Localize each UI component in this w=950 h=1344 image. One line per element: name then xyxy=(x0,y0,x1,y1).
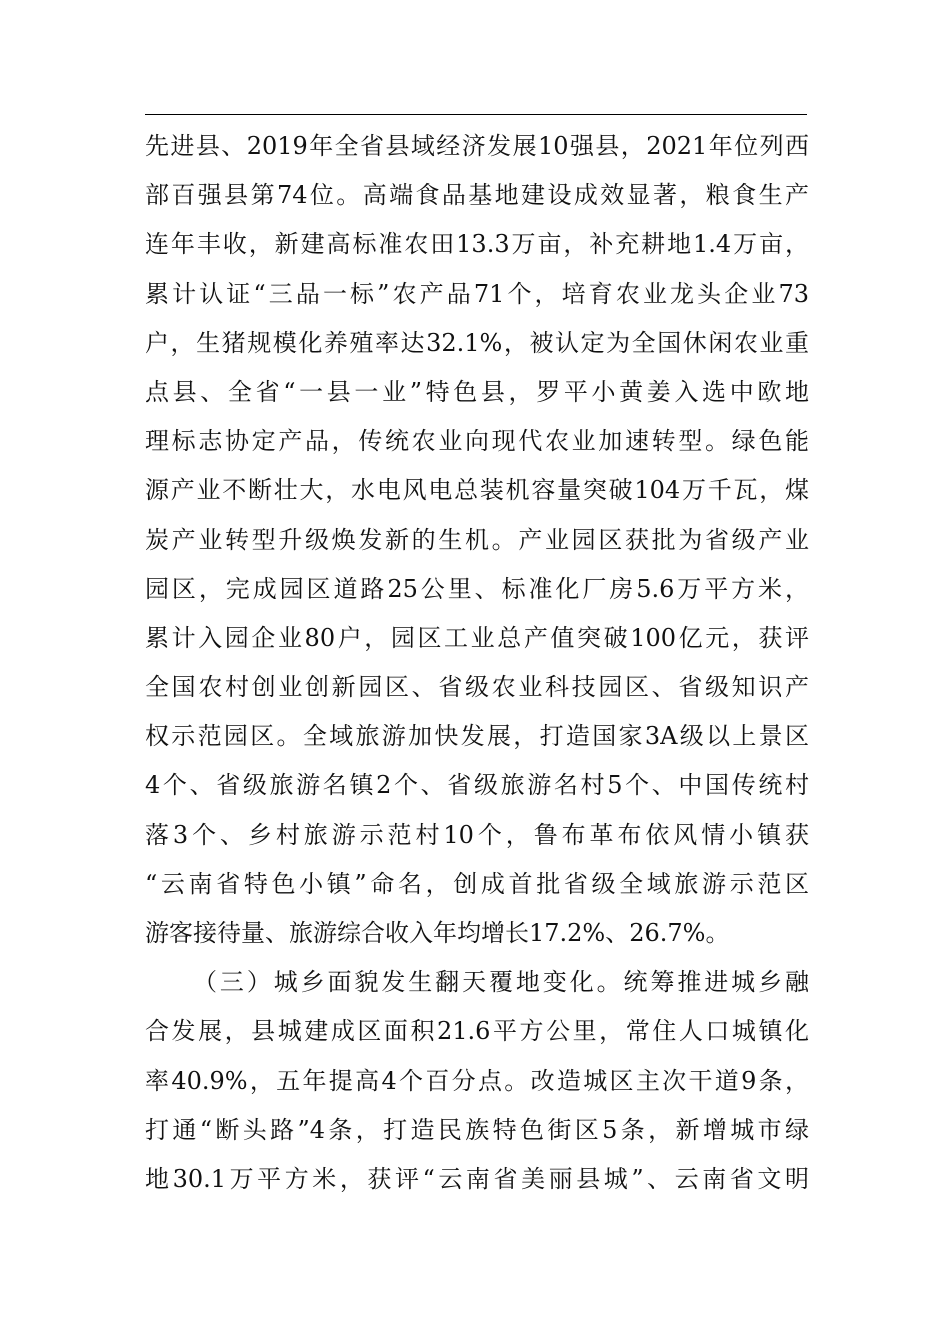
text-line: （三）城乡面貌发生翻天覆地变化。统筹推进城乡融 xyxy=(193,968,809,997)
body-text xyxy=(145,122,809,1204)
paragraph-2 xyxy=(145,958,809,1204)
text-line: 游客接待量、旅游综合收入年均增长17.2%、26.7%。 xyxy=(145,919,730,947)
text-line: 园区，完成园区道路25公里、标准化厂房5.6万平方米， xyxy=(145,574,809,603)
text-line: 全国农村创业创新园区、省级农业科技园区、省级知识产 xyxy=(145,673,809,702)
text-line: 先进县、2019年全省县域经济发展10强县，2021年位列西 xyxy=(145,132,809,160)
text-line: 连年丰收，新建高标准农田13.3万亩，补充耕地1.4万亩， xyxy=(145,230,809,259)
text-line: 权示范园区。全域旅游加快发展，打造国家3A级以上景区 xyxy=(145,722,809,751)
text-line: 部百强县第74位。高端食品基地建设成效显著，粮食生产 xyxy=(145,181,809,210)
text-line: 率40.9%，五年提高4个百分点。改造城区主次干道9条， xyxy=(145,1066,809,1095)
text-line: 地30.1万平方米，获评“云南省美丽县城”、云南省文明 xyxy=(145,1164,809,1193)
text-line: “云南省特色小镇”命名，创成首批省级全域旅游示范区 xyxy=(145,869,809,898)
text-line: 合发展，县城建成区面积21.6平方公里，常住人口城镇化 xyxy=(145,1017,809,1046)
paragraph-1 xyxy=(145,122,809,958)
text-line: 累计认证“三品一标”农产品71个，培育农业龙头企业73 xyxy=(145,279,809,308)
text-line: 点县、全省“一县一业”特色县，罗平小黄姜入选中欧地 xyxy=(145,377,809,406)
text-line: 打通“断头路”4条，打造民族特色街区5条，新增城市绿 xyxy=(145,1115,809,1144)
text-line: 源产业不断壮大，水电风电总装机容量突破104万千瓦，煤 xyxy=(145,476,809,505)
text-line: 炭产业转型升级焕发新的生机。产业园区获批为省级产业 xyxy=(145,525,809,554)
text-line: 累计入园企业80户，园区工业总产值突破100亿元，获评 xyxy=(145,623,809,652)
header-rule xyxy=(145,114,807,115)
text-line: 4个、省级旅游名镇2个、省级旅游名村5个、中国传统村 xyxy=(145,771,809,800)
text-line: 户，生猪规模化养殖率达32.1%，被认定为全国休闲农业重 xyxy=(145,328,809,357)
text-line: 理标志协定产品，传统农业向现代农业加速转型。绿色能 xyxy=(145,427,809,456)
text-line: 落3个、乡村旅游示范村10个，鲁布革布依风情小镇获 xyxy=(145,820,809,849)
